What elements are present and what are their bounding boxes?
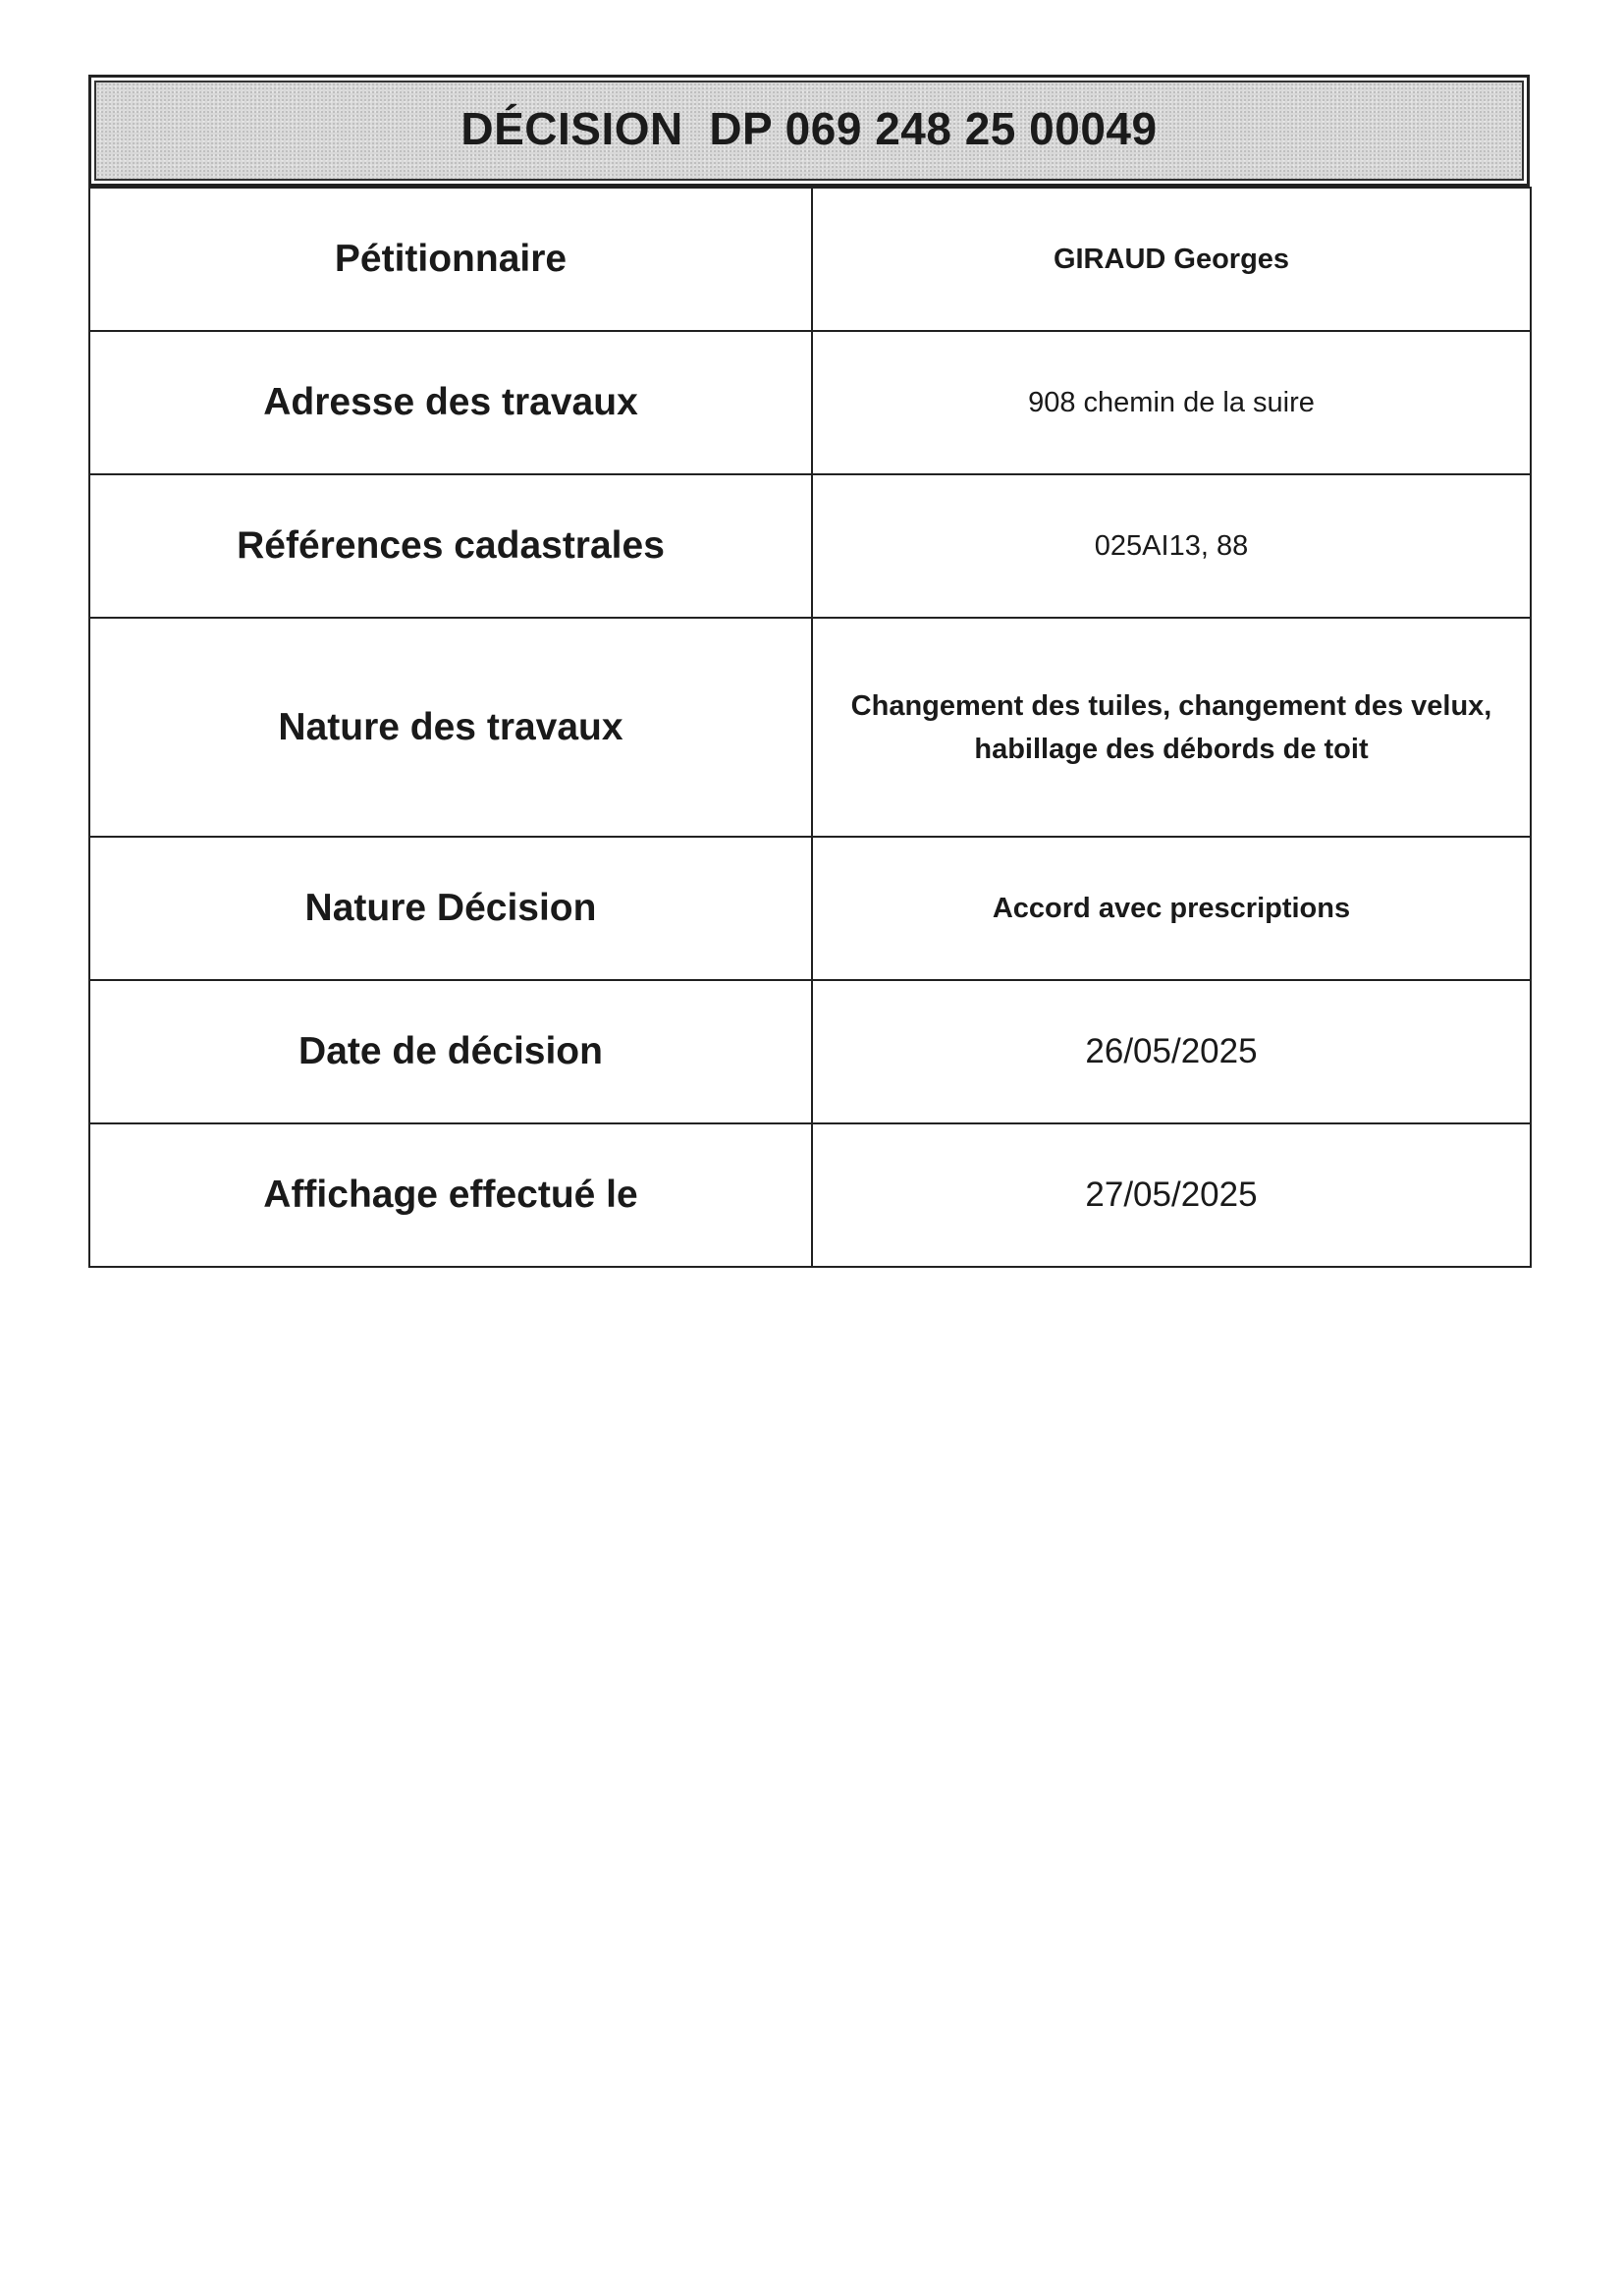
row-label-affichage: Affichage effectué le <box>89 1123 812 1267</box>
row-value-petitionnaire <box>812 188 1531 331</box>
row-label-date-decision: Date de décision <box>89 980 812 1123</box>
row-value-affichage <box>812 1123 1531 1267</box>
value-line: 025AI13, 88 <box>1094 530 1249 562</box>
row-value-references <box>812 474 1531 618</box>
document-title: DÉCISION DP 069 248 25 00049 <box>460 103 1158 154</box>
row-label-references: Références cadastrales <box>89 474 812 618</box>
row-value-nature-decision <box>812 837 1531 980</box>
row-label-adresse: Adresse des travaux <box>89 331 812 474</box>
row-value-date-decision <box>812 980 1531 1123</box>
decision-table <box>88 187 1532 1268</box>
table-row-nature-decision <box>89 837 1531 980</box>
table-row-affichage <box>89 1123 1531 1267</box>
value-line: Accord avec prescriptions <box>992 893 1351 924</box>
table-row-petitionnaire <box>89 188 1531 331</box>
row-value-nature-travaux <box>812 618 1531 837</box>
table-row-date-decision <box>89 980 1531 1123</box>
value-line: 26/05/2025 <box>1085 1032 1258 1070</box>
row-label-nature-decision: Nature Décision <box>89 837 812 980</box>
value-line: habillage des débords de toit <box>974 733 1369 765</box>
title-box <box>88 75 1530 187</box>
row-label-petitionnaire: Pétitionnaire <box>89 188 812 331</box>
table-row-nature-travaux <box>89 618 1531 837</box>
value-line: GIRAUD Georges <box>1053 244 1290 275</box>
decision-sheet <box>88 75 1530 1268</box>
value-line: Changement des tuiles, changement des velux, <box>850 689 1492 722</box>
title-banner <box>94 81 1524 181</box>
table-row-references <box>89 474 1531 618</box>
value-line: 27/05/2025 <box>1085 1175 1258 1214</box>
table-row-adresse <box>89 331 1531 474</box>
row-label-nature-travaux: Nature des travaux <box>89 618 812 837</box>
row-value-adresse <box>812 331 1531 474</box>
value-line: 908 chemin de la suire <box>1028 387 1315 418</box>
